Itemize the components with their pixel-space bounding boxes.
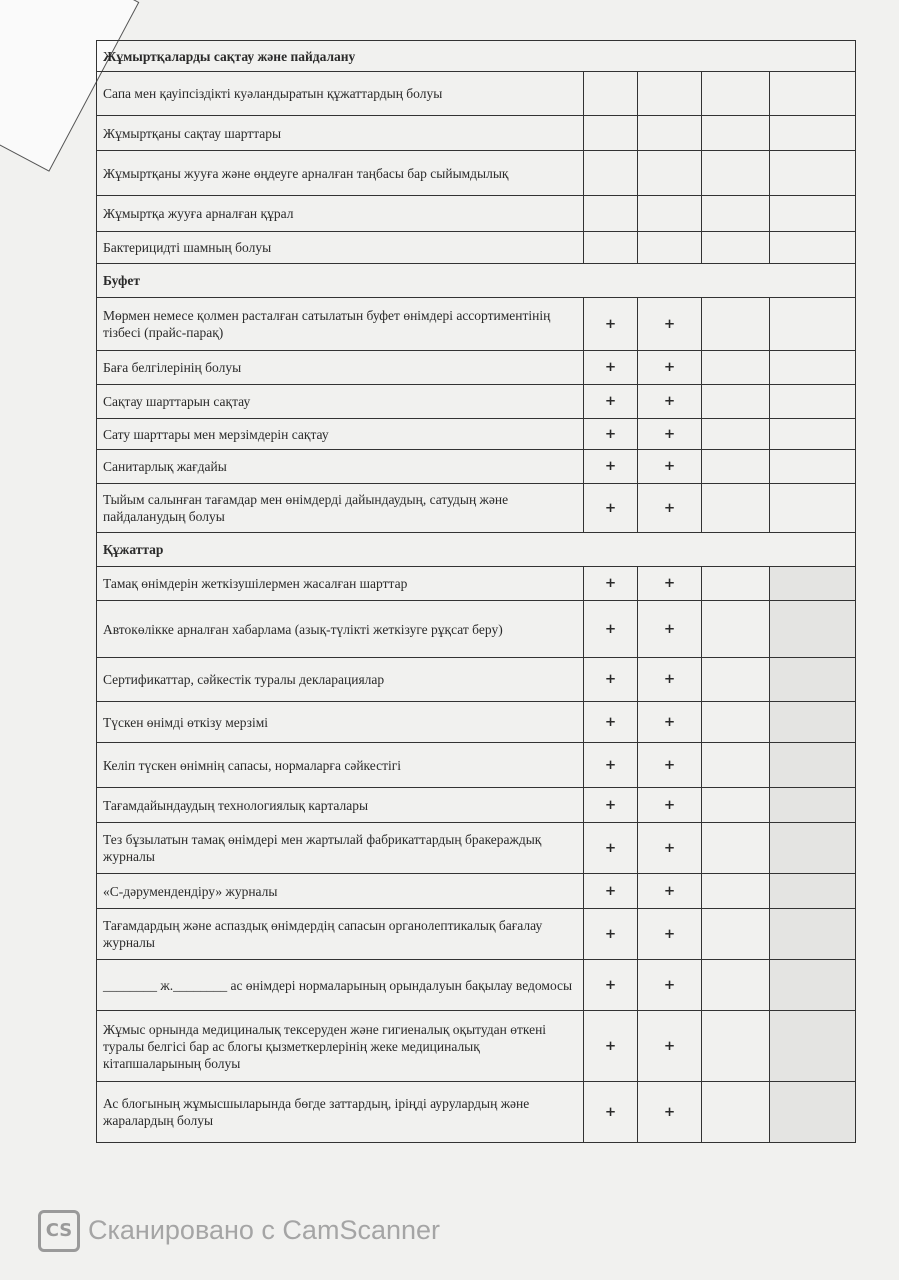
check-cell (702, 298, 770, 351)
check-cell (702, 116, 770, 151)
row-label: Сату шарттары мен мерзімдерін сақтау (97, 419, 584, 450)
checklist-table (96, 40, 856, 1143)
check-cell (702, 960, 770, 1011)
check-cell (702, 658, 770, 702)
check-cell: + (584, 702, 638, 743)
check-cell: + (638, 788, 702, 823)
check-cell (770, 1011, 856, 1082)
check-cell (770, 702, 856, 743)
check-cell (770, 788, 856, 823)
section-row (97, 264, 856, 298)
table-row (97, 484, 856, 533)
row-label: Сақтау шарттарын сақтау (97, 385, 584, 419)
check-cell (584, 196, 638, 232)
row-label: Жұмыртқаны жууға және өңдеуге арналған таңбасы бар сыйымдылық (97, 151, 584, 196)
check-cell (702, 788, 770, 823)
check-cell (584, 232, 638, 264)
row-label: Мөрмен немесе қолмен расталған сатылатын буфет өнімдері ассортиментінің тізбесі (прайс-парақ) (97, 298, 584, 351)
check-cell: + (638, 702, 702, 743)
check-cell: + (638, 419, 702, 450)
check-cell: + (584, 788, 638, 823)
check-cell (638, 232, 702, 264)
row-label: Баға белгілерінің болуы (97, 351, 584, 385)
check-cell (702, 450, 770, 484)
table-row (97, 151, 856, 196)
check-cell: + (584, 658, 638, 702)
check-cell (770, 116, 856, 151)
table-row (97, 232, 856, 264)
row-label: Тағамдайындаудың технологиялық карталары (97, 788, 584, 823)
check-cell: + (584, 419, 638, 450)
check-cell (770, 658, 856, 702)
table-row (97, 823, 856, 874)
check-cell (770, 450, 856, 484)
check-cell (770, 601, 856, 658)
check-cell (702, 743, 770, 788)
check-cell (702, 484, 770, 533)
check-cell: + (638, 874, 702, 909)
check-cell (638, 72, 702, 116)
row-label: Ас блогының жұмысшыларында бөгде заттардың, іріңді аурулардың және жаралардың болуы (97, 1082, 584, 1143)
check-cell: + (638, 351, 702, 385)
check-cell (702, 419, 770, 450)
check-cell: + (638, 298, 702, 351)
row-label: Сертификаттар, сәйкестік туралы декларациялар (97, 658, 584, 702)
check-cell: + (638, 385, 702, 419)
row-label: Жұмыртқаны сақтау шарттары (97, 116, 584, 151)
row-label: Жұмыртқа жууға арналған құрал (97, 196, 584, 232)
check-cell (770, 1082, 856, 1143)
table-row (97, 1082, 856, 1143)
table-row (97, 567, 856, 601)
row-label: Бактерицидті шамның болуы (97, 232, 584, 264)
check-cell: + (584, 1011, 638, 1082)
camscanner-logo: CS (38, 1210, 80, 1252)
section-title: Жұмыртқаларды сақтау және пайдалану (97, 41, 856, 72)
check-cell (638, 151, 702, 196)
check-cell (770, 419, 856, 450)
row-label: Тыйым салынған тағамдар мен өнімдерді дайындаудың, сатудың және пайдаланудың болуы (97, 484, 584, 533)
check-cell (584, 116, 638, 151)
table-row (97, 874, 856, 909)
row-label: Тағамдардың және аспаздық өнімдердің сапасын органолептикалық бағалау журналы (97, 909, 584, 960)
table-row (97, 116, 856, 151)
row-label: «С-дәрумендендіру» журналы (97, 874, 584, 909)
check-cell: + (638, 1082, 702, 1143)
check-cell (702, 1082, 770, 1143)
check-cell (770, 484, 856, 533)
check-cell (770, 72, 856, 116)
table-row (97, 351, 856, 385)
row-label: Түскен өнімді өткізу мерзімі (97, 702, 584, 743)
table-row (97, 196, 856, 232)
table-row (97, 450, 856, 484)
section-row (97, 533, 856, 567)
check-cell: + (584, 960, 638, 1011)
camscanner-watermark: Сканировано с CamScanner (88, 1215, 441, 1245)
check-cell (770, 385, 856, 419)
check-cell (702, 823, 770, 874)
check-cell (770, 567, 856, 601)
check-cell (770, 823, 856, 874)
table-row (97, 419, 856, 450)
check-cell (584, 72, 638, 116)
check-cell (770, 874, 856, 909)
check-cell (770, 960, 856, 1011)
check-cell: + (638, 450, 702, 484)
table-row (97, 909, 856, 960)
check-cell: + (584, 823, 638, 874)
section-row (97, 41, 856, 72)
check-cell (770, 909, 856, 960)
row-label: Жұмыс орнында медициналық тексеруден және гигиеналық оқытудан өткені туралы белгісі бар ас блогы қызметкерлерінің жеке медициналық кітапшаларының болуы (97, 1011, 584, 1082)
check-cell (702, 385, 770, 419)
check-cell: + (584, 1082, 638, 1143)
check-cell (638, 116, 702, 151)
row-label: Сапа мен қауіпсіздікті куәландыратын құжаттардың болуы (97, 72, 584, 116)
check-cell (770, 232, 856, 264)
checklist-sheet (96, 40, 855, 1143)
check-cell (702, 1011, 770, 1082)
check-cell: + (584, 567, 638, 601)
row-label: Келіп түскен өнімнің сапасы, нормаларға сәйкестігі (97, 743, 584, 788)
check-cell: + (584, 450, 638, 484)
check-cell: + (584, 601, 638, 658)
row-label: Санитарлық жағдайы (97, 450, 584, 484)
row-label: Автокөлікке арналған хабарлама (азық-түлікті жеткізуге рұқсат беру) (97, 601, 584, 658)
row-label: ________ ж.________ ас өнімдері нормаларының орындалуын бақылау ведомосы (97, 960, 584, 1011)
check-cell (702, 232, 770, 264)
table-row (97, 385, 856, 419)
check-cell (770, 298, 856, 351)
check-cell (638, 196, 702, 232)
check-cell (702, 151, 770, 196)
check-cell (584, 151, 638, 196)
check-cell (702, 351, 770, 385)
check-cell: + (638, 909, 702, 960)
check-cell: + (638, 484, 702, 533)
table-row (97, 1011, 856, 1082)
table-row (97, 601, 856, 658)
check-cell: + (638, 743, 702, 788)
check-cell: + (638, 658, 702, 702)
check-cell: + (584, 385, 638, 419)
check-cell (770, 351, 856, 385)
check-cell (702, 702, 770, 743)
table-row (97, 788, 856, 823)
check-cell: + (638, 601, 702, 658)
check-cell (702, 196, 770, 232)
section-title: Буфет (97, 264, 856, 298)
check-cell (770, 743, 856, 788)
check-cell: + (638, 1011, 702, 1082)
check-cell (702, 567, 770, 601)
check-cell: + (638, 567, 702, 601)
table-row (97, 658, 856, 702)
table-row (97, 702, 856, 743)
check-cell: + (584, 484, 638, 533)
check-cell (770, 196, 856, 232)
check-cell (702, 601, 770, 658)
check-cell (770, 151, 856, 196)
table-row (97, 298, 856, 351)
check-cell: + (584, 743, 638, 788)
section-title: Құжаттар (97, 533, 856, 567)
check-cell: + (584, 909, 638, 960)
check-cell: + (584, 351, 638, 385)
check-cell (702, 72, 770, 116)
check-cell (702, 909, 770, 960)
row-label: Тамақ өнімдерін жеткізушілермен жасалған шарттар (97, 567, 584, 601)
check-cell: + (584, 874, 638, 909)
table-row (97, 743, 856, 788)
check-cell: + (638, 823, 702, 874)
table-row (97, 960, 856, 1011)
row-label: Тез бұзылатын тамақ өнімдері мен жартылай фабрикаттардың бракераждық журналы (97, 823, 584, 874)
table-row (97, 72, 856, 116)
check-cell: + (584, 298, 638, 351)
check-cell: + (638, 960, 702, 1011)
check-cell (702, 874, 770, 909)
